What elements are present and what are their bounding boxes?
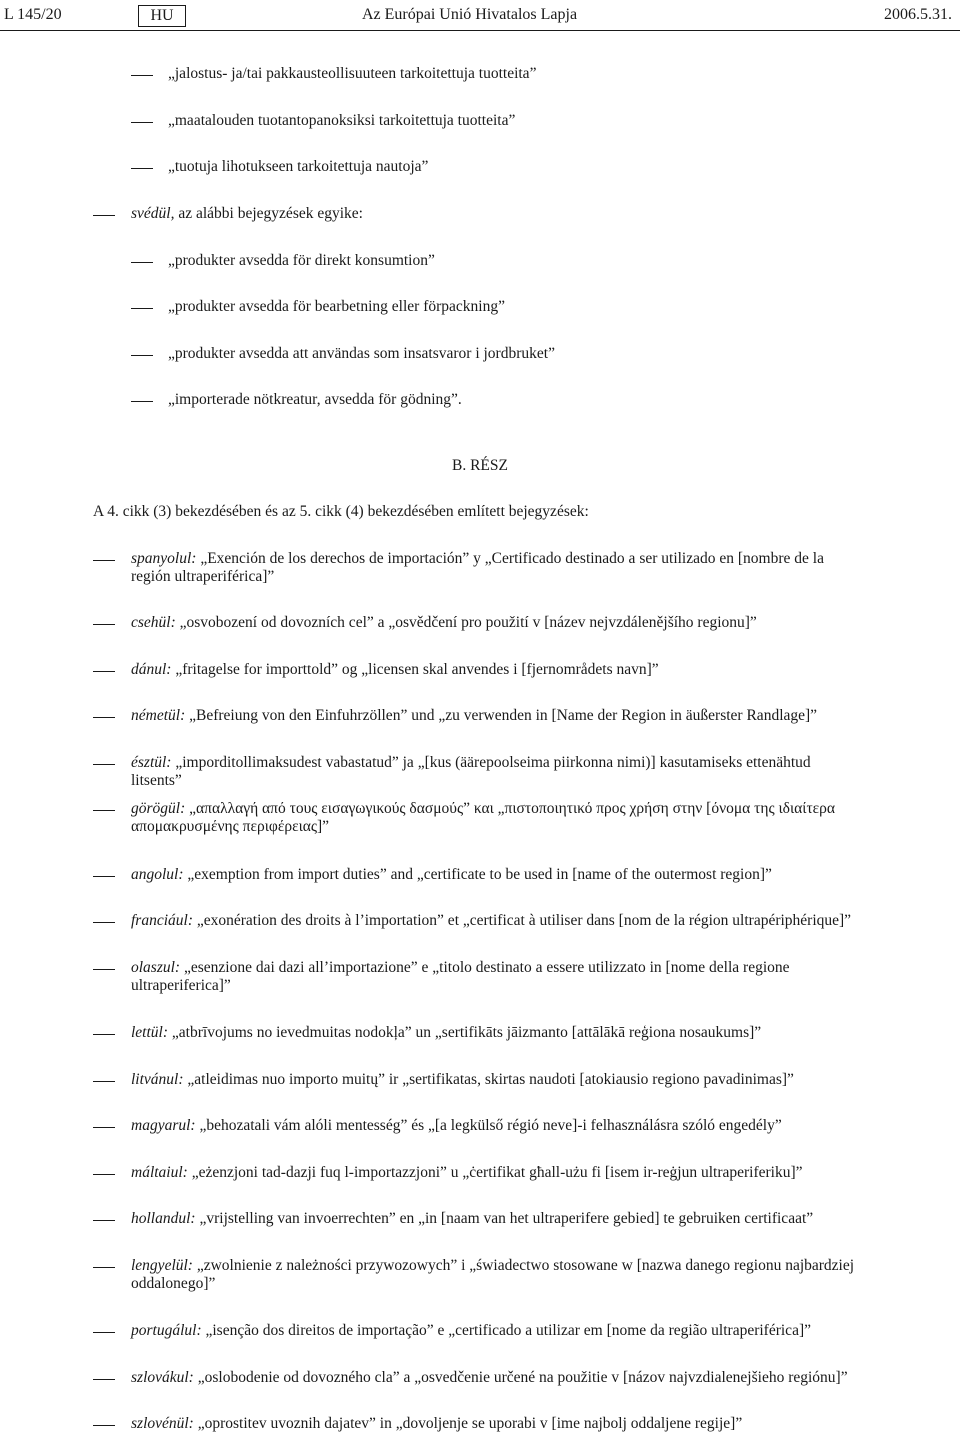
section-heading: B. RÉSZ: [452, 457, 508, 474]
entry-text: „isenção dos direitos de importação” e „certificado a utilizar em [nome da região ultraperiférica]”: [201, 1322, 811, 1339]
dash-marker: [93, 969, 115, 970]
dash-marker: [93, 1174, 115, 1175]
language-entry: [131, 1322, 865, 1340]
entry-text: „oprostitev uvoznih dajatev” in „dovoljenje se uporabi v [ime najbolj oddaljene regije]”: [193, 1415, 743, 1432]
language-label: lettül:: [131, 1024, 169, 1041]
entry-text: „behozatali vám alóli mentesség” és „[a legkülső régió neve]-i felhasználásra szóló engedély”: [195, 1117, 782, 1134]
entry-text: „exemption from import duties” and „certificate to be used in [name of the outermost region]”: [183, 866, 772, 883]
header-rule: [0, 30, 960, 31]
dash-marker: [93, 764, 115, 765]
section-intro: A 4. cikk (3) bekezdésében és az 5. cikk (4) bekezdésében említett bejegyzések:: [93, 503, 589, 520]
language-entry: [131, 1415, 865, 1433]
language-code-box: HU: [138, 5, 186, 27]
swedish-intro: az alábbi bejegyzések egyike:: [174, 205, 363, 222]
language-label: észtül:: [131, 754, 172, 771]
dash-marker: [93, 1081, 115, 1082]
entry-text: „exonération des droits à l’importation” et „certificat à utiliser dans [nom de la région ultrapériphérique]”: [193, 912, 852, 929]
language-label: dánul:: [131, 661, 172, 678]
language-entry: [131, 1117, 865, 1135]
dash-marker: [93, 1220, 115, 1221]
language-entry: [131, 912, 865, 930]
language-label: németül:: [131, 707, 186, 724]
dash-marker: [131, 401, 153, 402]
entry-text: „atleidimas nuo importo muitų” ir „sertifikatas, skirtas naudoti [atokiausio regiono pavadinimas]”: [183, 1071, 794, 1088]
publication-date: 2006.5.31.: [884, 6, 952, 23]
language-label: spanyolul:: [131, 550, 197, 567]
language-entry: [131, 959, 865, 995]
swedish-item: „produkter avsedda för direkt konsumtion”: [168, 252, 435, 269]
dash-marker: [93, 922, 115, 923]
dash-marker: [93, 810, 115, 811]
language-label: csehül:: [131, 614, 176, 631]
swedish-item: „produkter avsedda för bearbetning eller förpackning”: [168, 298, 505, 315]
language-entry: [131, 1210, 865, 1228]
swedish-entry: [131, 205, 363, 223]
dash-marker: [93, 624, 115, 625]
dash-marker: [93, 560, 115, 561]
language-entry: [131, 1164, 865, 1182]
page-header: [0, 4, 960, 26]
dash-marker: [93, 1379, 115, 1380]
dash-marker: [131, 75, 153, 76]
dash-marker: [93, 1332, 115, 1333]
dash-marker: [93, 1425, 115, 1426]
entry-text: „osvobození od dovozních cel” a „osvědčení pro použití v [název nejvzdálenějšího regionu]”: [175, 614, 757, 631]
language-entry: [131, 614, 865, 632]
language-entry: [131, 1369, 865, 1387]
dash-marker: [93, 1127, 115, 1128]
swedish-item: „produkter avsedda att användas som insatsvaror i jordbruket”: [168, 345, 555, 362]
entry-text: „atbrīvojums no ievedmuitas nodokļa” un „sertifikāts jāizmanto [attālākā reģiona nosaukums]”: [168, 1024, 762, 1041]
journal-title: Az Európai Unió Hivatalos Lapja: [362, 6, 578, 23]
page-reference: L 145/20: [4, 6, 62, 23]
language-entry: [131, 707, 865, 725]
language-entry: [131, 1024, 865, 1042]
finnish-item: „maatalouden tuotantopanoksiksi tarkoitettuja tuotteita”: [168, 112, 516, 129]
entry-text: „esenzione dai dazi all’importazione” e „titolo destinato a essere utilizzato in [nome della regione ultraperiferica]”: [131, 959, 790, 994]
language-label: magyarul:: [131, 1117, 196, 1134]
language-label: szlovákul:: [131, 1369, 194, 1386]
language-entry: [131, 661, 865, 679]
language-entry: [131, 866, 865, 884]
language-entry: [131, 550, 865, 586]
entry-text: „Befreiung von den Einfuhrzöllen” und „zu verwenden in [Name der Region in äußerster Randlage]”: [185, 707, 818, 724]
language-label: görögül:: [131, 800, 186, 817]
language-label: lengyelül:: [131, 1257, 193, 1274]
entry-text: „oslobodenie od dovozného cla” a „osvedčenie určené na použitie v [názov najvzdialenejšieho regiónu]”: [193, 1369, 848, 1386]
language-label: angolul:: [131, 866, 184, 883]
language-label: portugálul:: [131, 1322, 202, 1339]
language-label: svédül,: [131, 205, 175, 222]
language-label: olaszul:: [131, 959, 181, 976]
dash-marker: [93, 1034, 115, 1035]
finnish-item: „jalostus- ja/tai pakkausteollisuuteen tarkoitettuja tuotteita”: [168, 65, 537, 82]
language-label: litvánul:: [131, 1071, 184, 1088]
finnish-item: „tuotuja lihotukseen tarkoitettuja nautoja”: [168, 158, 429, 175]
language-entry: [131, 800, 865, 836]
dash-marker: [131, 262, 153, 263]
entry-text: „eżenzjoni tad-dazji fuq l-importazzjoni” u „ċertifikat għall-użu fi [isem ir-reġjun ultraperiferiku]”: [187, 1164, 803, 1181]
dash-marker: [93, 1267, 115, 1268]
dash-marker: [131, 308, 153, 309]
language-entry: [131, 1257, 865, 1293]
entry-text: „fritagelse for importtold” og „licensen skal anvendes i [fjernområdets navn]”: [171, 661, 659, 678]
language-entry: [131, 1071, 865, 1089]
language-entry: [131, 754, 865, 790]
dash-marker: [131, 355, 153, 356]
entry-text: „zwolnienie z należności przywozowych” i „świadectwo stosowane w [nazwa danego regionu najbardziej oddalonego]”: [131, 1257, 855, 1292]
swedish-item: „importerade nötkreatur, avsedda för gödning”.: [168, 391, 462, 408]
entry-text: „imporditollimaksudest vabastatud” ja „[kus (äärepoolseima piirkonna nimi)] kasutamiseks ettenähtud litsents”: [131, 754, 811, 789]
dash-marker: [93, 717, 115, 718]
language-label: franciául:: [131, 912, 193, 929]
entry-text: „vrijstelling van invoerrechten” en „in [naam van het ultraperifere gebied] te gebruiken certificaat”: [195, 1210, 814, 1227]
entry-text: „Exención de los derechos de importación” y „Certificado destinado a ser utilizado en [nombre de la región ultraperiférica]”: [131, 550, 824, 585]
dash-marker: [131, 168, 153, 169]
language-label: hollandul:: [131, 1210, 196, 1227]
entry-text: „απαλλαγή από τους εισαγωγικούς δασμούς” και „πιστοποιητικό προς χρήση στην [όνομα της ιδιαίτερα απομακρυσμένης περιφέρειας]”: [131, 800, 836, 835]
dash-marker: [131, 122, 153, 123]
language-label: szlovénül:: [131, 1415, 194, 1432]
dash-marker: [93, 215, 115, 216]
dash-marker: [93, 876, 115, 877]
dash-marker: [93, 671, 115, 672]
language-label: máltaiul:: [131, 1164, 188, 1181]
